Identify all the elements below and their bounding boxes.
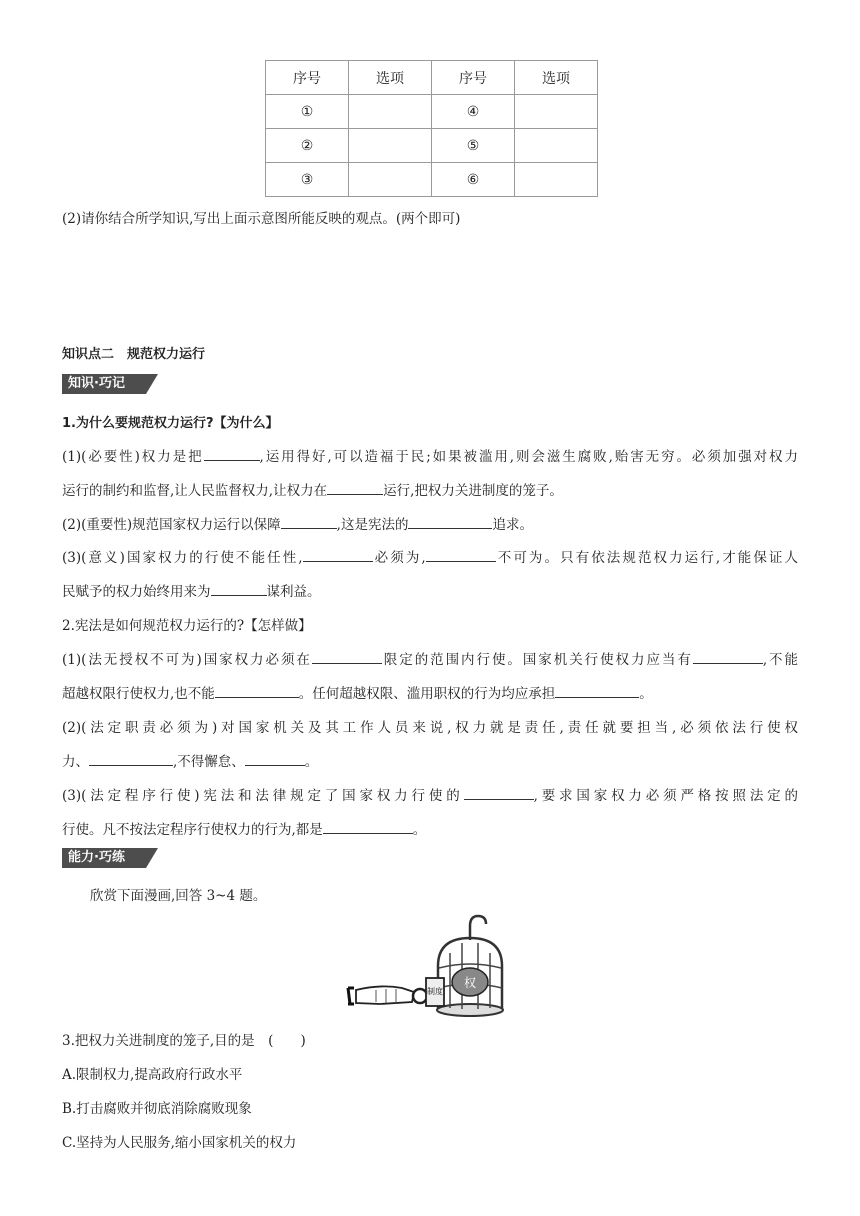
p3-line2: 民赋予的权力始终用来为 谋利益。 [62, 580, 321, 600]
table-header-cell: 序号 [432, 61, 515, 95]
table-header-cell: 序号 [266, 61, 349, 95]
heading-why: 1.为什么要规范权力运行?【为什么】 [62, 416, 279, 431]
section-title: 知识点二 规范权力运行 [62, 347, 206, 362]
table-cell: ① [266, 95, 349, 129]
table-cell [515, 129, 598, 163]
heading-how: 2.宪法是如何规范权力运行的?【怎样做】 [62, 618, 312, 634]
question-3: 3.把权力关进制度的笼子,目的是 ( ) [62, 1033, 306, 1049]
table-cell: ③ [266, 163, 349, 197]
option-a: A.限制权力,提高政府行政水平 [62, 1067, 243, 1083]
table-cell [349, 95, 432, 129]
p6-line1: (3)(法定程序行使)宪法和法律规定了国家权力行使的 ,要求国家权力必须严格按照法定的 [62, 784, 798, 804]
table-header-cell: 选项 [515, 61, 598, 95]
p6-line2: 行使。凡不按法定程序行使权力的行为,都是 。 [62, 818, 426, 838]
birdcage-icon [437, 938, 503, 1016]
table-cell [515, 95, 598, 129]
p5-line2: 力、 ,不得懈怠、 。 [62, 750, 318, 770]
p3-line1: (3)(意义)国家权力的行使不能任性, 必须为, 不可为。只有依法规范权力运行,才能保证人 [62, 546, 798, 566]
table-cell [349, 129, 432, 163]
question-2: (2)请你结合所学知识,写出上面示意图所能反映的观点。(两个即可) [62, 211, 461, 227]
p1-line1: (1)(必要性)权力是把 ,运用得好,可以造福于民;如果被滥用,则会滋生腐败,贻害无穷。必须加强对权力 [62, 445, 798, 465]
table-row [266, 163, 598, 197]
table-row [266, 95, 598, 129]
option-c: C.坚持为人民服务,缩小国家机关的权力 [62, 1135, 297, 1151]
table-row [266, 129, 598, 163]
cartoon-cage-image [340, 908, 530, 1020]
knowledge-tag: 知识·巧记 [62, 374, 146, 394]
cartoon-sign-text: 制度 [427, 987, 443, 996]
svg-text:权: 权 [463, 976, 477, 990]
table-header-row [266, 61, 598, 95]
intro-text: 欣赏下面漫画,回答 3~4 题。 [90, 888, 267, 904]
p4-line2: 超越权限行使权力,也不能 。任何超越权限、滥用职权的行为均应承担 。 [62, 682, 653, 702]
p1-line2: 运行的制约和监督,让人民监督权力,让权力在 运行,把权力关进制度的笼子。 [62, 479, 563, 499]
table-cell [349, 163, 432, 197]
p2: (2)(重要性)规范国家权力运行以保障 ,这是宪法的 追求。 [62, 513, 533, 533]
table-cell: ② [266, 129, 349, 163]
p5-line1: (2)(法定职责必须为)对国家机关及其工作人员来说,权力就是责任,责任就要担当,必须依法行使权 [62, 720, 798, 736]
cage-hook-icon [470, 916, 486, 940]
practice-tag: 能力·巧练 [62, 848, 146, 868]
table-cell: ⑥ [432, 163, 515, 197]
answer-table [265, 60, 598, 197]
table-cell: ④ [432, 95, 515, 129]
table-cell [515, 163, 598, 197]
option-b: B.打击腐败并彻底消除腐败现象 [62, 1101, 252, 1117]
table-header-cell: 选项 [349, 61, 432, 95]
p4-line1: (1)(法无授权不可为)国家权力必须在 限定的范围内行使。国家机关行使权力应当有 ,不能 [62, 648, 798, 668]
table-cell: ⑤ [432, 129, 515, 163]
